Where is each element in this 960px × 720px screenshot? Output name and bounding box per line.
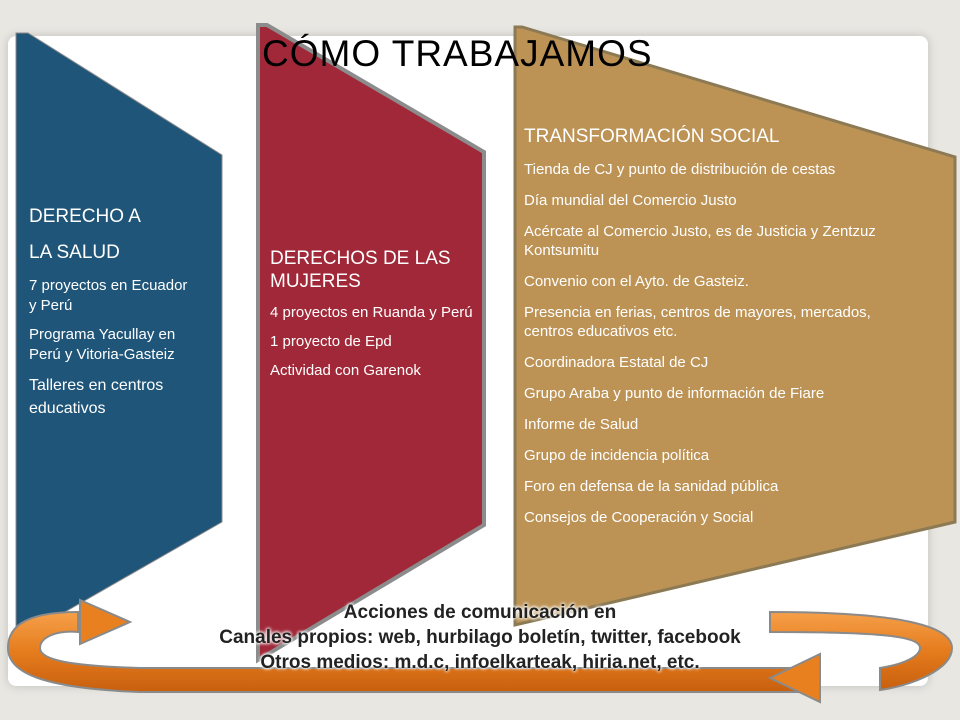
communication-line3: Otros medios: m.d.c, infoelkarteak, hiria.net, etc. [260,652,700,673]
panel-transformacion-item: Foro en defensa de la sanidad pública [524,478,779,495]
panel-transformacion-heading: TRANSFORMACIÓN SOCIAL [524,126,780,147]
panel-salud-item: Programa Yacullay en Perú y Vitoria-Gasteiz [29,326,176,363]
communication-block [100,600,860,675]
panel-transformacion-item: Informe de Salud [524,416,639,433]
panel-transformacion-item: Coordinadora Estatal de CJ [524,354,709,371]
panel-mujeres-item: 1 proyecto de Epd [270,333,392,350]
panel-mujeres [270,247,475,390]
panel-salud-heading-line1: DERECHO A [29,206,141,227]
panel-transformacion-item: Tienda de CJ y punto de distribución de cestas [524,161,836,178]
communication-line2: Canales propios: web, hurbilago boletín, twitter, facebook [219,627,741,648]
panel-salud [29,205,197,429]
panel-mujeres-item: 4 proyectos en Ruanda y Perú [270,304,473,321]
panel-transformacion-item: Presencia en ferias, centros de mayores, mercados, centros educativos etc. [524,304,871,340]
panel-transformacion-item: Grupo Araba y punto de información de Fiare [524,385,825,402]
panel-salud-item: Talleres en centros educativos [29,377,164,417]
panel-transformacion-item: Convenio con el Ayto. de Gasteiz. [524,273,749,290]
panel-mujeres-heading: DERECHOS DE LAS MUJERES [270,248,451,292]
panel-transformacion-item: Acércate al Comercio Justo, es de Justicia y Zentzuz Kontsumitu [524,223,876,259]
panel-salud-heading-line2: LA SALUD [29,242,120,263]
panel-transformacion-item: Consejos de Cooperación y Social [524,509,754,526]
communication-line1: Acciones de comunicación en [343,602,617,623]
panel-salud-item: 7 proyectos en Ecuador y Perú [29,277,188,314]
panel-transformacion-item: Día mundial del Comercio Justo [524,192,737,209]
panel-transformacion-item: Grupo de incidencia política [524,447,710,464]
panel-mujeres-item: Actividad con Garenok [270,362,421,379]
panel-transformacion [524,125,934,539]
page-title: CÓMO TRABAJAMOS [262,33,653,74]
